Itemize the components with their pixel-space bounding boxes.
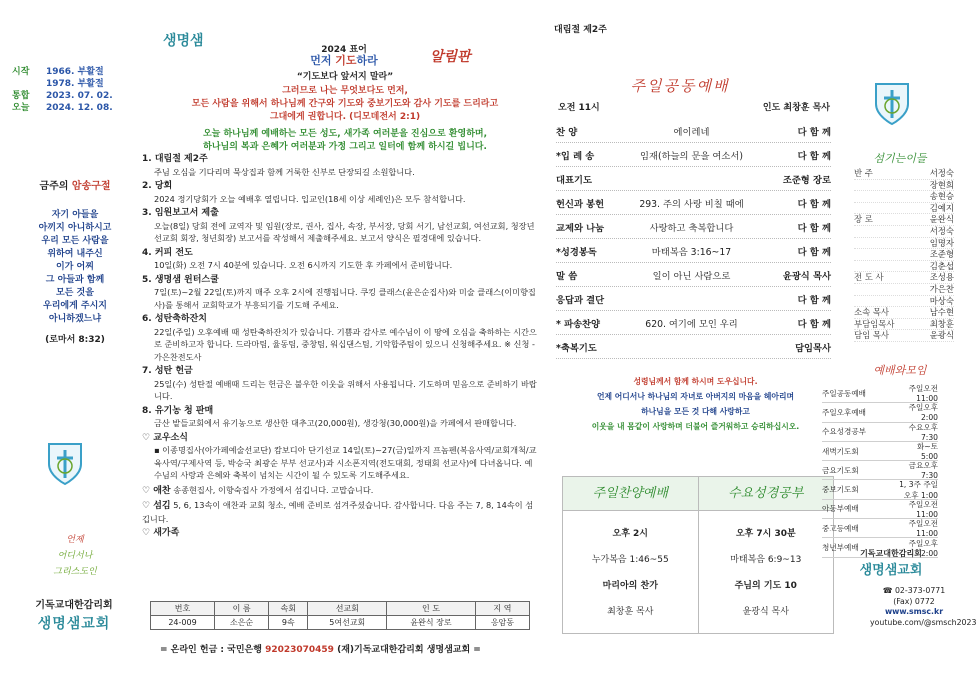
staff-row xyxy=(854,238,954,250)
order-name: 대표기도 xyxy=(556,174,592,186)
verse-ref: (로마서 8:32) xyxy=(45,335,105,345)
service-title: 수요성경공부 xyxy=(699,477,834,511)
staff-row xyxy=(854,330,954,342)
history-label: 시작 xyxy=(12,67,30,77)
announcement-head: 1. 대림절 제2주 xyxy=(142,154,208,164)
service-scripture: 누가복음 1:46~55 xyxy=(591,555,669,565)
staff-role xyxy=(854,284,902,295)
table-cell: 24-009 xyxy=(151,616,215,630)
announcement-item xyxy=(142,313,540,363)
announcement-item xyxy=(142,274,540,312)
schedule-list xyxy=(822,384,938,558)
staff-name: 남수현 xyxy=(929,307,954,318)
church-logo-icon xyxy=(872,80,912,126)
announcement-head: 7. 성탄 헌금 xyxy=(142,366,193,376)
church-name: 생명샘교회 xyxy=(37,616,111,632)
theme-pre: 먼저 xyxy=(310,54,336,67)
order-person: 다 함 께 xyxy=(797,126,831,138)
announcement-item xyxy=(142,365,540,403)
order-row xyxy=(556,335,831,359)
announcement-head: ♡ 섬김 xyxy=(142,501,171,511)
verse-title: 금주의 xyxy=(39,181,69,192)
order-name: * 파송찬양 xyxy=(556,318,601,330)
order-person: 담임목사 xyxy=(795,342,831,354)
order-name: *성경봉독 xyxy=(556,246,597,258)
staff-name: 임명자 xyxy=(929,237,954,248)
staff-role: 전 도 사 xyxy=(854,272,884,283)
schedule-time: 주일오전 11:00 xyxy=(908,384,938,404)
staff-role: 장 로 xyxy=(854,214,873,225)
announcement-body: 10일(화) 오전 7시 40분에 있습니다. 오전 6시까지 기도한 후 카페에서 준비합니다. xyxy=(154,260,453,270)
weekly-verse xyxy=(14,180,136,347)
staff-name: 김춘섭 xyxy=(929,260,954,271)
announcement-head: 2. 당회 xyxy=(142,181,173,191)
service-scripture: 마태복음 6:9~13 xyxy=(730,555,802,565)
announcement-body: 오늘(8일) 당회 전에 교역자 및 임원(장로, 권사, 집사, 속장, 부서장, 당회 서기, 남선교회, 여선교회, 청장년선교회 회장, 청년회장) 보고서를 작성해서 제출해주세요. 보고서 양식은 필경대에 있습니다. xyxy=(154,220,535,243)
newcomer-table xyxy=(150,601,530,630)
schedule-name: 새벽기도회 xyxy=(822,446,859,456)
motto-line: 어디서나 xyxy=(57,551,93,561)
order-row xyxy=(556,311,831,335)
staff-name: 조성용 xyxy=(929,272,954,283)
verse-line: 위하여 내주신 xyxy=(47,249,103,259)
announcement-body: 금산 밭들교회에서 유기농으로 생산한 대추고(20,000원), 생강청(30,000원)을 카페에서 판매합니다. xyxy=(154,418,517,428)
order-content: 마태복음 3:16~17 xyxy=(651,246,732,258)
season-label: 대림절 제2주 xyxy=(554,25,607,35)
intro-line: 그대에게 권합니다. (디모데전서 2:1) xyxy=(269,112,421,122)
announcement-body: ▪ 이종명집사(아가페예술선교단) 캄보디아 단기선교 14일(토)~27(금)일까지 프놈펜(복음사역/교회개척/교육사역/구제사역 등, 박승국 최광순 부부 선교사)과 시소폰지역(전도대회, 정태회 선교사)에 다녀옵니다. 예수님의 사랑과 은혜와 축복이 넘치는 시간이 될 수 있도록 기도해주세요. xyxy=(154,445,537,480)
worship-header xyxy=(558,100,830,113)
worship-leader: 인도 최창훈 목사 xyxy=(762,103,830,113)
service-preacher: 윤광식 목사 xyxy=(742,607,789,617)
table-cell: 5여선교회 xyxy=(308,616,387,630)
order-row xyxy=(556,191,831,215)
schedule-time: 화~토 5:00 xyxy=(916,442,938,462)
schedule-name: 중고등예배 xyxy=(822,523,859,533)
youtube-link[interactable]: youtube.com/@smsch2023 xyxy=(870,617,976,627)
staff-role xyxy=(854,261,902,272)
staff-name: 윤광식 xyxy=(929,330,954,341)
schedule-row xyxy=(822,403,938,422)
church-history xyxy=(12,66,132,114)
staff-row xyxy=(854,168,954,180)
phone: ☎ 02-373-0771 xyxy=(882,586,946,595)
brand-title: 생명샘 xyxy=(163,33,204,49)
order-person: 윤광식 목사 xyxy=(782,270,831,282)
staff-role: 담임 목사 xyxy=(854,330,890,341)
order-name: *입 례 송 xyxy=(556,150,595,162)
schedule-row xyxy=(822,384,938,403)
verse-line: 아니하겠느냐 xyxy=(48,314,102,324)
prayer-line: 성령님께서 함께 하시며 도우십니다. xyxy=(633,377,758,386)
announcements xyxy=(142,153,540,542)
table-header: 지 역 xyxy=(475,602,529,616)
history-label: 오늘 xyxy=(12,103,30,113)
staff-role xyxy=(854,296,902,307)
announcement-body: 7일(토)~2월 22일(토)까지 매주 오후 2시에 진행됩니다. 쿠킹 클래스(윤은순집사)와 미술 클래스(이미향집사)를 통해서 교회학교가 부흥되기를 기도해 주세요. xyxy=(154,287,536,310)
worship-time: 오전 11시 xyxy=(558,103,600,113)
announcement-head: 8. 유기농 청 판매 xyxy=(142,405,214,416)
afternoon-service xyxy=(563,477,698,633)
prayer-line: 언제 어디서나 하나님의 자녀로 아버지의 마음을 헤아리며 xyxy=(596,392,795,401)
schedule-row xyxy=(822,423,938,442)
prayer-line: 이웃을 내 몸같이 사랑하며 더불어 즐거워하고 승리하십시오. xyxy=(591,422,800,431)
denomination: 기독교대한감리회 xyxy=(35,600,113,611)
staff-name: 서정숙 xyxy=(929,168,954,178)
verse-line: 우리에게 주시지 xyxy=(43,301,107,311)
staff-row xyxy=(854,261,954,273)
order-name: 교제와 나눔 xyxy=(556,222,605,234)
announcement-item xyxy=(142,499,540,525)
service-time: 오후 7시 30분 xyxy=(735,529,796,539)
staff-row xyxy=(854,203,954,215)
schedule-title: 예배와모임 xyxy=(873,364,927,377)
table-cell: 윤완식 장로 xyxy=(387,616,476,630)
announcement-body: 5, 6, 13속이 애찬과 교회 청소, 예배 준비로 섬겨주셨습니다. 감사합니다. 다음 주는 7, 8, 14속이 섬깁니다. xyxy=(142,500,534,524)
website-link[interactable]: www.smsc.kr xyxy=(884,607,944,616)
verse-line: 아끼지 아니하시고 xyxy=(38,223,112,233)
worship-title: 주일공동예배 xyxy=(630,77,730,95)
staff-row xyxy=(854,214,954,226)
staff-row xyxy=(854,191,954,203)
order-content: 임재(하늘의 문을 여소서) xyxy=(640,150,743,162)
schedule-row xyxy=(822,500,938,519)
announcement-body: 송종현집사, 이향숙집사 가정에서 섬깁니다. 고맙습니다. xyxy=(173,484,374,495)
history-value: 1978. 부활절 xyxy=(46,79,104,89)
year-theme-label: 2024 표어 xyxy=(321,45,367,55)
church-logo-icon xyxy=(45,440,85,486)
staff-row xyxy=(854,180,954,192)
schedule-name: 중보기도회 xyxy=(822,485,859,495)
order-person: 다 함 께 xyxy=(797,318,831,330)
order-person: 다 함 께 xyxy=(797,294,831,306)
announcement-body: 2024 정기당회가 오늘 예배후 열립니다. 입교인(18세 이상 세례인)은 모두 참석합니다. xyxy=(154,193,466,204)
staff-name: 최창훈 xyxy=(929,318,954,329)
order-name: 말 씀 xyxy=(556,270,578,282)
announcement-item xyxy=(142,527,540,540)
verse-line: 그 아들과 함께 xyxy=(45,275,105,285)
schedule-name: 청년부예배 xyxy=(822,543,859,553)
announcement-item xyxy=(142,207,540,245)
announcement-head: 5. 생명샘 윈터스쿨 xyxy=(142,274,219,285)
staff-role: 부담임목사 xyxy=(854,318,895,329)
online-offering xyxy=(160,642,481,655)
service-title: 주일찬양예배 xyxy=(563,477,698,511)
verse-title-em: 암송구절 xyxy=(71,181,111,192)
table-cell: 9속 xyxy=(269,616,308,630)
schedule-time: 1, 3주 주일오후 1:00 xyxy=(899,479,938,500)
church-name-right xyxy=(836,548,946,578)
order-content: 293. 주의 사랑 비칠 때에 xyxy=(639,198,744,210)
table-cell: 응암동 xyxy=(475,616,529,630)
contact-info xyxy=(870,586,976,628)
order-of-worship xyxy=(556,119,831,359)
announcement-item xyxy=(142,247,540,272)
staff-role xyxy=(854,226,902,237)
order-row xyxy=(556,143,831,167)
order-person: 다 함 께 xyxy=(797,150,831,162)
staff-name: 서정숙 xyxy=(929,225,954,236)
staff-role xyxy=(854,180,902,191)
staff-name: 조준형 xyxy=(929,249,954,260)
order-person: 조준형 장로 xyxy=(782,174,831,186)
schedule-row xyxy=(822,442,938,461)
announcement-body: 22일(주일) 오후예배 때 성탄축하잔치가 있습니다. 기쁨과 감사로 예수님이 이 땅에 오심을 축하하는 시간으로 준비하고자 합니다. 드라마팀, 율동팀, 중창팀, 워십댄스팀, 기악합주팀이 있으니 신청해주세요. ※ 신청 - 가은찬전도사 xyxy=(154,326,537,362)
staff-row xyxy=(854,319,954,331)
staff-role xyxy=(854,249,902,260)
welcome-line: 오늘 하나님께 예배하는 모든 성도, 새가족 여러분을 진심으로 환영하며, xyxy=(202,129,488,139)
verse-line: 모든 것을 xyxy=(56,288,94,298)
table-header: 이 름 xyxy=(215,602,269,616)
staff-row xyxy=(854,272,954,284)
notice-title: 알림판 xyxy=(430,49,471,65)
service-sermon: 마리아의 찬가 xyxy=(602,581,658,591)
staff-row xyxy=(854,249,954,261)
order-content: 사랑하고 축복합니다 xyxy=(649,222,734,234)
announcement-head: ♡ 교우소식 xyxy=(142,432,188,443)
staff-name: 윤완식 xyxy=(929,214,954,225)
announcement-head: 3. 임원보고서 제출 xyxy=(142,208,219,218)
staff-role xyxy=(854,203,902,214)
announcement-head: ♡ 새가족 xyxy=(142,528,180,538)
announcement-item xyxy=(142,153,540,178)
announcement-item xyxy=(142,180,540,205)
order-name: *축복기도 xyxy=(556,342,597,354)
staff-name: 장현희 xyxy=(929,179,954,190)
denomination: 기독교대한감리회 xyxy=(860,549,922,558)
schedule-time: 수요오후 7:30 xyxy=(908,422,938,442)
table-header: 인 도 xyxy=(387,602,476,616)
staff-role: 소속 목사 xyxy=(854,307,890,318)
staff-name: 김예지 xyxy=(929,202,954,213)
schedule-time: 주일오후 2:00 xyxy=(908,403,938,423)
staff-row xyxy=(854,284,954,296)
staff-name: 마상숙 xyxy=(929,295,954,306)
table-header-row xyxy=(151,602,530,616)
motto-line: 언제 xyxy=(66,535,84,545)
announcement-item xyxy=(142,484,540,498)
theme-post: 하라 xyxy=(356,54,378,67)
other-services xyxy=(562,476,834,634)
order-content: 일이 아닌 사람으로 xyxy=(652,270,731,282)
service-time: 오후 2시 xyxy=(612,529,648,539)
schedule-time: 주일오후 2:00 xyxy=(908,538,938,558)
order-name: 응답과 결단 xyxy=(556,294,605,306)
intro-line: 모든 사람을 위해서 하나님께 간구와 기도와 중보기도와 감사 기도를 드리라고 xyxy=(191,99,499,109)
history-value: 2023. 07. 02. xyxy=(46,91,113,101)
order-row xyxy=(556,215,831,239)
prayer-line: 하나님을 모든 것 다해 사랑하고 xyxy=(641,407,750,416)
schedule-name: 주일오후예배 xyxy=(822,407,867,417)
church-name: 생명샘교회 xyxy=(859,563,923,578)
schedule-time: 주일오전 11:00 xyxy=(908,519,938,539)
table-header: 속회 xyxy=(269,602,308,616)
theme-em: 기도 xyxy=(335,54,357,67)
announcement-head: 6. 성탄축하잔치 xyxy=(142,314,207,324)
history-value: 2024. 12. 08. xyxy=(46,103,113,113)
service-preacher: 최창훈 목사 xyxy=(607,607,654,617)
staff-name: 가은찬 xyxy=(929,283,954,294)
table-header: 번호 xyxy=(151,602,215,616)
staff-role: 반 주 xyxy=(854,168,873,178)
church-name-left xyxy=(14,596,134,633)
service-sermon: 주님의 기도 10 xyxy=(734,581,797,591)
order-row xyxy=(556,167,831,191)
order-name: 찬 양 xyxy=(556,126,578,138)
staff-row xyxy=(854,307,954,319)
bank-label: = 온라인 헌금 : 국민은행 xyxy=(160,645,262,655)
slogan: “기도보다 앞서지 말라” xyxy=(296,72,394,82)
schedule-name: 아동부예배 xyxy=(822,504,859,514)
benediction-text xyxy=(558,374,833,434)
schedule-name: 주일공동예배 xyxy=(822,388,867,398)
schedule-time: 금요오후 7:30 xyxy=(908,461,938,481)
announcement-head: ♡ 애찬 xyxy=(142,485,171,496)
order-content: 620. 여기에 모인 우리 xyxy=(645,318,738,330)
order-content: 에이레네 xyxy=(673,126,710,138)
history-label: 통합 xyxy=(12,91,30,101)
schedule-time: 주일오전 11:00 xyxy=(908,499,938,519)
schedule-row xyxy=(822,461,938,480)
staff-name: 송현승 xyxy=(929,191,954,202)
history-value: 1966. 부활절 xyxy=(46,67,104,77)
intro-line: 그러므로 나는 무엇보다도 먼저, xyxy=(282,86,408,96)
wednesday-study xyxy=(698,477,834,633)
verse-line: 자기 아들을 xyxy=(51,210,99,220)
year-theme xyxy=(278,52,410,68)
announcement-body: 25일(수) 성탄절 예배때 드리는 헌금은 불우한 이웃을 위해서 사용됩니다. 기도하며 믿음으로 준비하기 바랍니다. xyxy=(154,378,537,401)
order-person: 다 함 께 xyxy=(797,198,831,210)
order-row xyxy=(556,287,831,311)
table-header: 선교회 xyxy=(308,602,387,616)
schedule-name: 수요성경공부 xyxy=(822,427,867,437)
announcement-body: 주님 오심을 기다리며 묵상집과 함께 거룩한 신부로 단장되길 소원합니다. xyxy=(154,166,415,177)
staff-list xyxy=(854,168,954,342)
intro-text xyxy=(150,85,540,154)
announcement-item xyxy=(142,405,540,430)
bank-holder: (재)기독교대한감리회 생명샘교회 = xyxy=(337,645,481,655)
table-row xyxy=(151,616,530,630)
schedule-row xyxy=(822,519,938,538)
order-person: 다 함 께 xyxy=(797,246,831,258)
order-row xyxy=(556,263,831,287)
order-person: 다 함 께 xyxy=(797,222,831,234)
order-name: 헌신과 봉헌 xyxy=(556,198,605,210)
order-row xyxy=(556,119,831,143)
schedule-name: 금요기도회 xyxy=(822,465,859,475)
bank-account: 92023070459 xyxy=(265,645,334,655)
schedule-row xyxy=(822,480,938,499)
staff-row xyxy=(854,226,954,238)
verse-line: 우리 모든 사람을 xyxy=(41,236,109,246)
table-cell: 소은순 xyxy=(215,616,269,630)
verse-line: 이가 어찌 xyxy=(56,262,94,272)
fax: (Fax) 0772 xyxy=(893,596,935,606)
welcome-line: 하나님의 복과 은혜가 여러분과 가정 그리고 일터에 함께 하시길 빕니다. xyxy=(203,142,487,152)
staff-role xyxy=(854,191,902,202)
order-row xyxy=(556,239,831,263)
staff-row xyxy=(854,296,954,308)
announcement-head: 4. 커피 전도 xyxy=(142,247,193,258)
announcement-item xyxy=(142,432,540,482)
staff-title: 섬기는이들 xyxy=(873,152,927,165)
handwritten-motto xyxy=(50,532,100,580)
motto-line: 그리스도인 xyxy=(53,567,97,577)
staff-role xyxy=(854,238,902,249)
